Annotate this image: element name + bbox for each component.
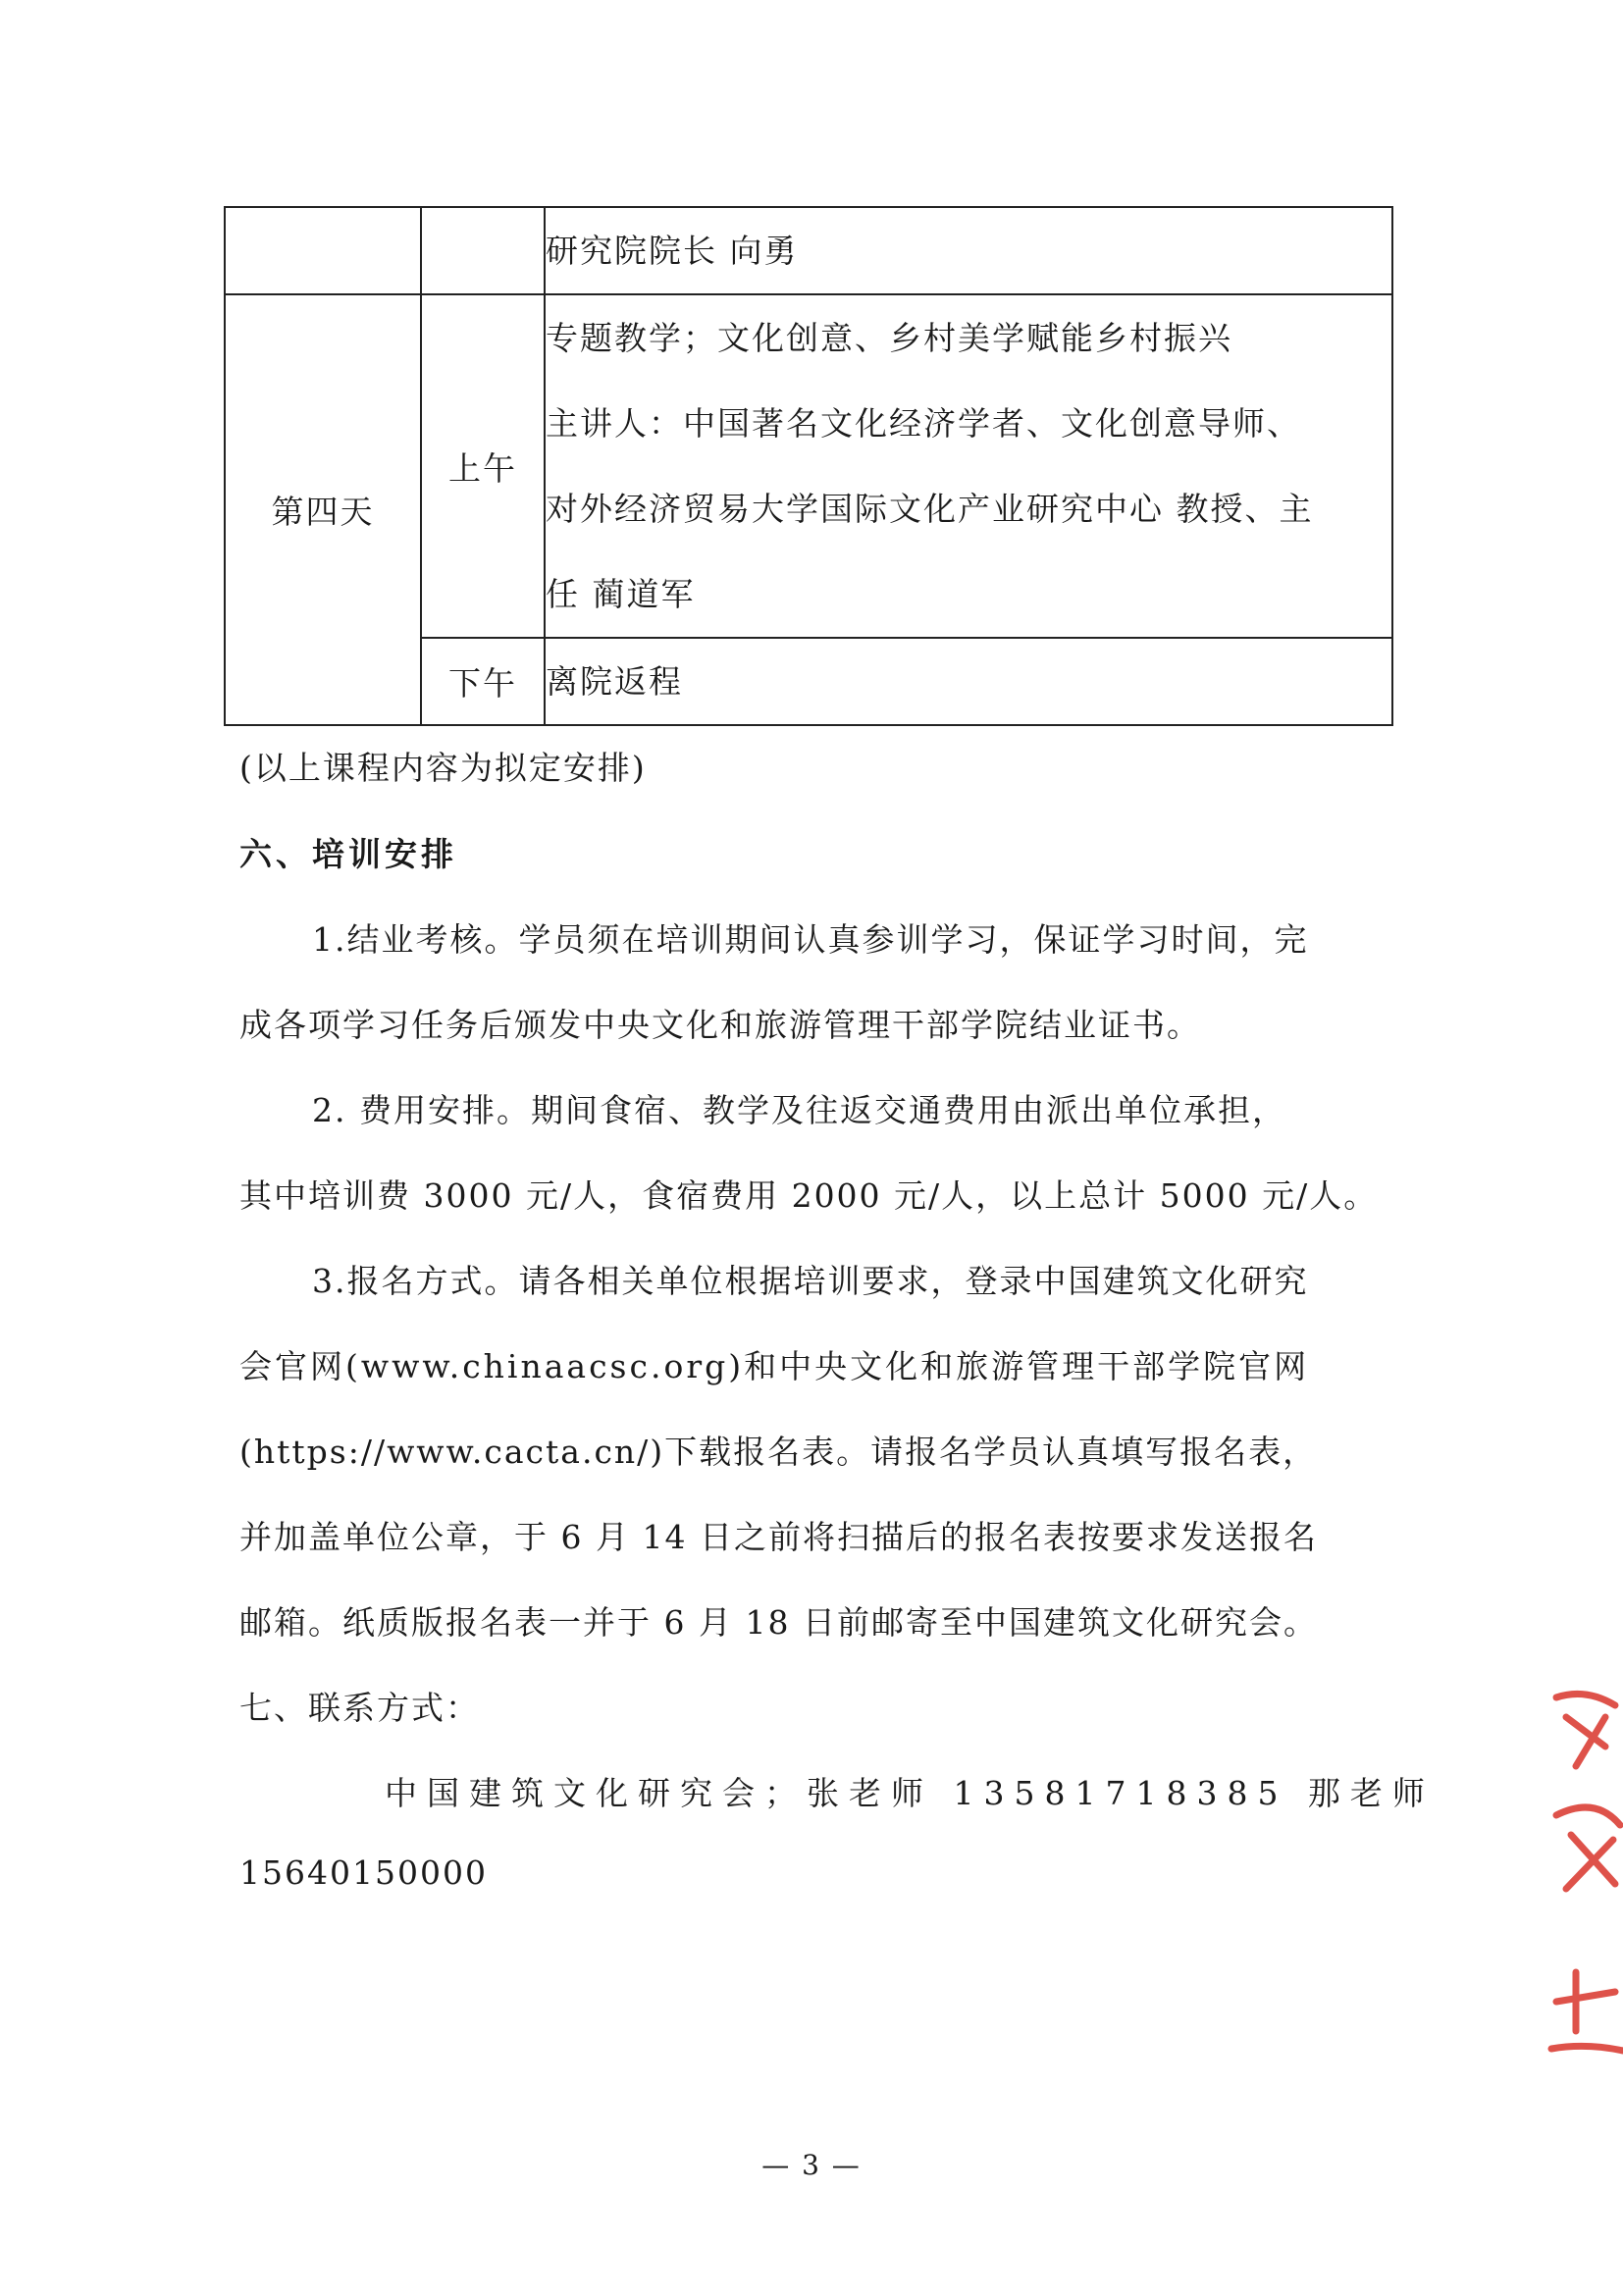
item-1-line-1: 1.结业考核。学员须在培训期间认真参训学习，保证学习时间，完 <box>312 920 1309 959</box>
schedule-table <box>224 206 1393 726</box>
content-line: 任 蔺道军 <box>546 575 696 613</box>
item-1-line-2: 成各项学习任务后颁发中央文化和旅游管理干部学院结业证书。 <box>239 1006 1201 1044</box>
schedule-note: (以上课程内容为拟定安排) <box>239 749 647 787</box>
page-number: — 3 — <box>761 2149 862 2181</box>
period-cell <box>421 207 545 294</box>
table-row <box>225 207 1392 294</box>
item-3-line-1: 3.报名方式。请各相关单位根据培训要求，登录中国建筑文化研究 <box>312 1262 1309 1300</box>
red-seal-stamp-icon <box>1537 1678 1623 2070</box>
period-cell: 下午 <box>421 638 545 725</box>
content-cell <box>545 294 1392 638</box>
section-7-heading: 七、联系方式： <box>239 1689 480 1727</box>
content-line: 对外经济贸易大学国际文化产业研究中心 教授、主 <box>546 490 1314 528</box>
table-row <box>225 294 1392 638</box>
item-3-line-2: 会官网(www.chinaacsc.org)和中央文化和旅游管理干部学院官网 <box>239 1347 1310 1385</box>
item-2-line-1: 2. 费用安排。期间食宿、教学及往返交通费用由派出单位承担， <box>312 1091 1286 1129</box>
item-3-line-3: (https://www.cacta.cn/)下载报名表。请报名学员认真填写报名表， <box>239 1433 1318 1471</box>
content-line: 主讲人：中国著名文化经济学者、文化创意导师、 <box>546 404 1301 443</box>
content-line: 离院返程 <box>546 662 683 701</box>
item-2-line-2: 其中培训费 3000 元/人，食宿费用 2000 元/人，以上总计 5000 元/人。 <box>239 1176 1379 1215</box>
item-3-line-4: 并加盖单位公章，于 6 月 14 日之前将扫描后的报名表按要求发送报名 <box>239 1518 1318 1556</box>
contact-line-2: 15640150000 <box>239 1853 488 1892</box>
content-line: 研究院院长 向勇 <box>546 232 799 270</box>
section-6-heading: 六、培训安排 <box>239 835 457 873</box>
day-cell: 第四天 <box>225 294 421 725</box>
content-cell <box>545 207 1392 294</box>
period-cell: 上午 <box>421 294 545 638</box>
contact-line-1: 中国建筑文化研究会；张老师 13581718385 那老师 <box>385 1774 1435 1812</box>
day-cell <box>225 207 421 294</box>
item-3-line-5: 邮箱。纸质版报名表一并于 6 月 18 日前邮寄至中国建筑文化研究会。 <box>239 1603 1318 1642</box>
content-cell <box>545 638 1392 725</box>
content-line: 专题教学；文化创意、乡村美学赋能乡村振兴 <box>546 319 1232 357</box>
